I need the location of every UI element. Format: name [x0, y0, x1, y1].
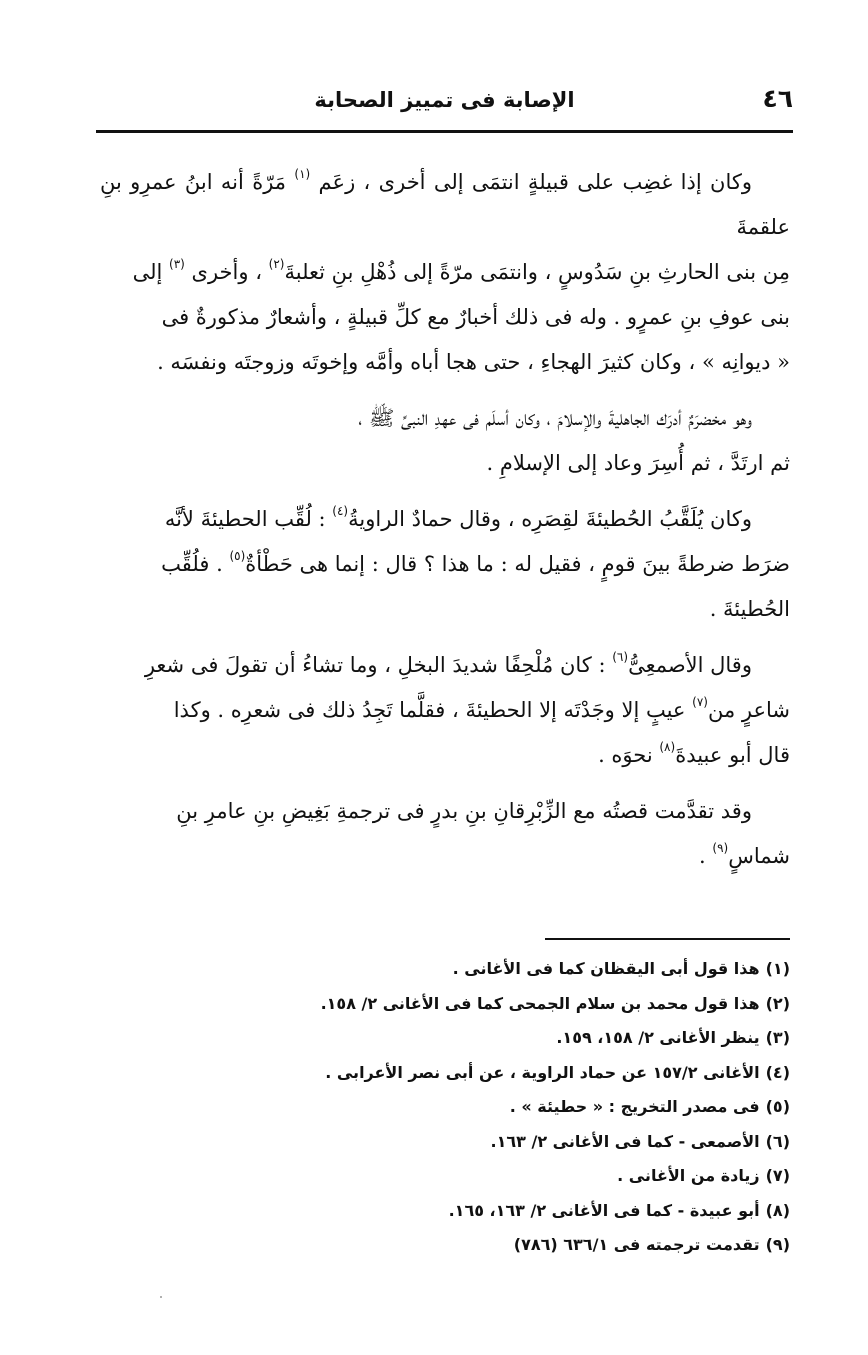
- text-segment: ، وأخرى: [184, 260, 269, 284]
- paragraph: [100, 789, 790, 879]
- footnote-text: فى مصدر التخريج : « حطيئة » .: [509, 1097, 760, 1116]
- header-rule: [96, 130, 793, 133]
- footnote-number: (٢): [765, 993, 790, 1013]
- text-segment: مَرّةً أنه ابنُ عمرِو بنِ علقمةَ: [100, 170, 790, 239]
- paragraph: [100, 643, 790, 778]
- footnote-text: ينظر الأغانى ٢/ ١٥٨، ١٥٩.: [556, 1028, 760, 1047]
- text-segment: وقد تقدَّمت قصتُه مع الزِّبْرِقانِ بنِ بدرٍ فى ترجمةِ بَغِيضِ بنِ عامرِ بنِ: [176, 799, 752, 823]
- text-segment: نحوَه .: [598, 743, 660, 767]
- footnote-text: تقدمت ترجمته فى ٦٣٦/١ (٧٨٦): [513, 1235, 760, 1254]
- footnote: [90, 1090, 790, 1125]
- text-line: [100, 396, 790, 441]
- text-segment: مِن بنى الحارثِ بنِ سَدُوسٍ ، وانتمَى مرّةً إلى ذُهْلِ بنِ ثعلبةَ: [284, 260, 790, 284]
- text-line: [100, 587, 790, 632]
- text-segment: ثم ارتَدَّ ، ثم أُسِرَ وعاد إلى الإسلامِ .: [486, 451, 790, 475]
- text-line: [100, 789, 790, 834]
- paragraph: [100, 160, 790, 385]
- footnote-reference: (٢): [268, 257, 285, 271]
- text-segment: : كان مُلْحِفًا شديدَ البخلِ ، وما تشاءُ أن تقولَ فى شعرِ: [144, 653, 613, 677]
- scan-speck: [160, 1296, 162, 1298]
- text-segment: قال أبو عبيدةَ: [675, 743, 790, 767]
- footnote-number: (٨): [765, 1200, 790, 1220]
- text-segment: ضرَط ضرطةً بينَ قومٍ ، فقيل له : ما هذا ؟ قال : إنما هى حَطْأةٌ: [245, 552, 790, 576]
- text-line: [100, 688, 790, 733]
- text-line: [100, 340, 790, 385]
- footnote: [90, 1056, 790, 1091]
- footnote: [90, 1159, 790, 1194]
- text-segment: .: [699, 844, 713, 868]
- footnote: [90, 952, 790, 987]
- text-segment: شماسٍ: [728, 844, 790, 868]
- footnote-text: هذا قول محمد بن سلام الجمحى كما فى الأغانى ٢/ ١٥٨.: [320, 993, 760, 1013]
- footnote-number: (٤): [765, 1062, 790, 1082]
- footnote-reference: (١): [294, 167, 311, 181]
- text-segment: « ديوانِه » ، وكان كثيرَ الهجاءِ ، حتى هجا أباه وأمَّه وإخوتَه وزوجتَه ونفسَه .: [157, 350, 790, 374]
- footnote-number: (٧): [765, 1166, 790, 1185]
- footnote-number: (٦): [765, 1131, 790, 1151]
- text-line: [100, 295, 790, 340]
- footnote-text: هذا قول أبى اليقظان كما فى الأغانى .: [452, 959, 760, 978]
- text-segment: وقال الأصمعِىُّ: [628, 653, 752, 677]
- text-segment: وهو مخضرَمٌ أدرَك الجاهليةَ والإسلامَ ، وكان أسلَم فى عهدِ النبىِّ ﷺ ،: [358, 406, 752, 430]
- footnote-reference: (٥): [229, 549, 246, 563]
- text-line: [100, 733, 790, 778]
- text-segment: عيبٍ إلا وجَدْتَه إلا الحطيئةَ ، فقلَّما تَجِدُ ذلك فى شعرِه . وكذا: [173, 698, 693, 722]
- text-segment: وكان يُلَقَّبُ الحُطيئةَ لقِصَرِه ، وقال حمادٌ الراويةُ: [348, 507, 752, 531]
- footnote-reference: (٧): [692, 695, 708, 709]
- footnote-number: (٣): [765, 1028, 790, 1047]
- page-header: [96, 84, 793, 118]
- footnote-number: (١): [765, 959, 790, 978]
- main-text: [100, 160, 790, 890]
- page-number: ٤٦: [762, 84, 793, 113]
- footnote-number: (٥): [765, 1097, 790, 1116]
- paragraph: [100, 396, 790, 486]
- footnotes-list: [90, 952, 790, 1263]
- footnote: [90, 1125, 790, 1160]
- text-line: [100, 250, 790, 295]
- text-line: [100, 643, 790, 688]
- footnote: [90, 1194, 790, 1229]
- text-line: [100, 441, 790, 486]
- text-segment: إلى: [132, 260, 170, 284]
- text-segment: . فلُقِّب: [161, 552, 230, 576]
- text-line: [100, 497, 790, 542]
- text-line: [100, 542, 790, 587]
- running-title: الإصابة فى تمييز الصحابة: [314, 88, 575, 112]
- footnote-text: زيادة من الأغانى .: [617, 1166, 760, 1185]
- paragraph: [100, 497, 790, 632]
- text-segment: شاعرٍ من: [707, 698, 790, 722]
- text-segment: : لُقِّب الحطيئةَ لأنَّه: [164, 507, 333, 531]
- footnote: [90, 1021, 790, 1056]
- footnote-separator: [545, 938, 790, 940]
- footnote-reference: (٣): [169, 257, 185, 271]
- footnote-reference: (٦): [612, 650, 629, 664]
- text-line: [100, 160, 790, 250]
- footnote-text: الأغانى ١٥٧/٢ عن حماد الراوية ، عن أبى نصر الأعرابى .: [325, 1062, 760, 1082]
- footnote-text: الأصمعى - كما فى الأغانى ٢/ ١٦٣.: [490, 1131, 760, 1151]
- footnote: [90, 1228, 790, 1263]
- footnote: [90, 987, 790, 1022]
- footnote-reference: (٨): [659, 740, 676, 754]
- footnote-reference: (٩): [712, 841, 729, 855]
- footnote-text: أبو عبيدة - كما فى الأغانى ٢/ ١٦٣، ١٦٥.: [448, 1200, 760, 1220]
- footnote-number: (٩): [765, 1235, 790, 1254]
- text-segment: الحُطيئةَ .: [709, 597, 790, 621]
- text-segment: بنى عوفِ بنِ عمرٍو . وله فى ذلك أخبارٌ مع كلِّ قبيلةٍ ، وأشعارٌ مذكورةٌ فى: [161, 305, 790, 329]
- footnote-reference: (٤): [332, 504, 349, 518]
- text-segment: وكان إذا غضِب على قبيلةٍ انتمَى إلى أخرى ، زعَم: [310, 170, 753, 194]
- text-line: [100, 834, 790, 879]
